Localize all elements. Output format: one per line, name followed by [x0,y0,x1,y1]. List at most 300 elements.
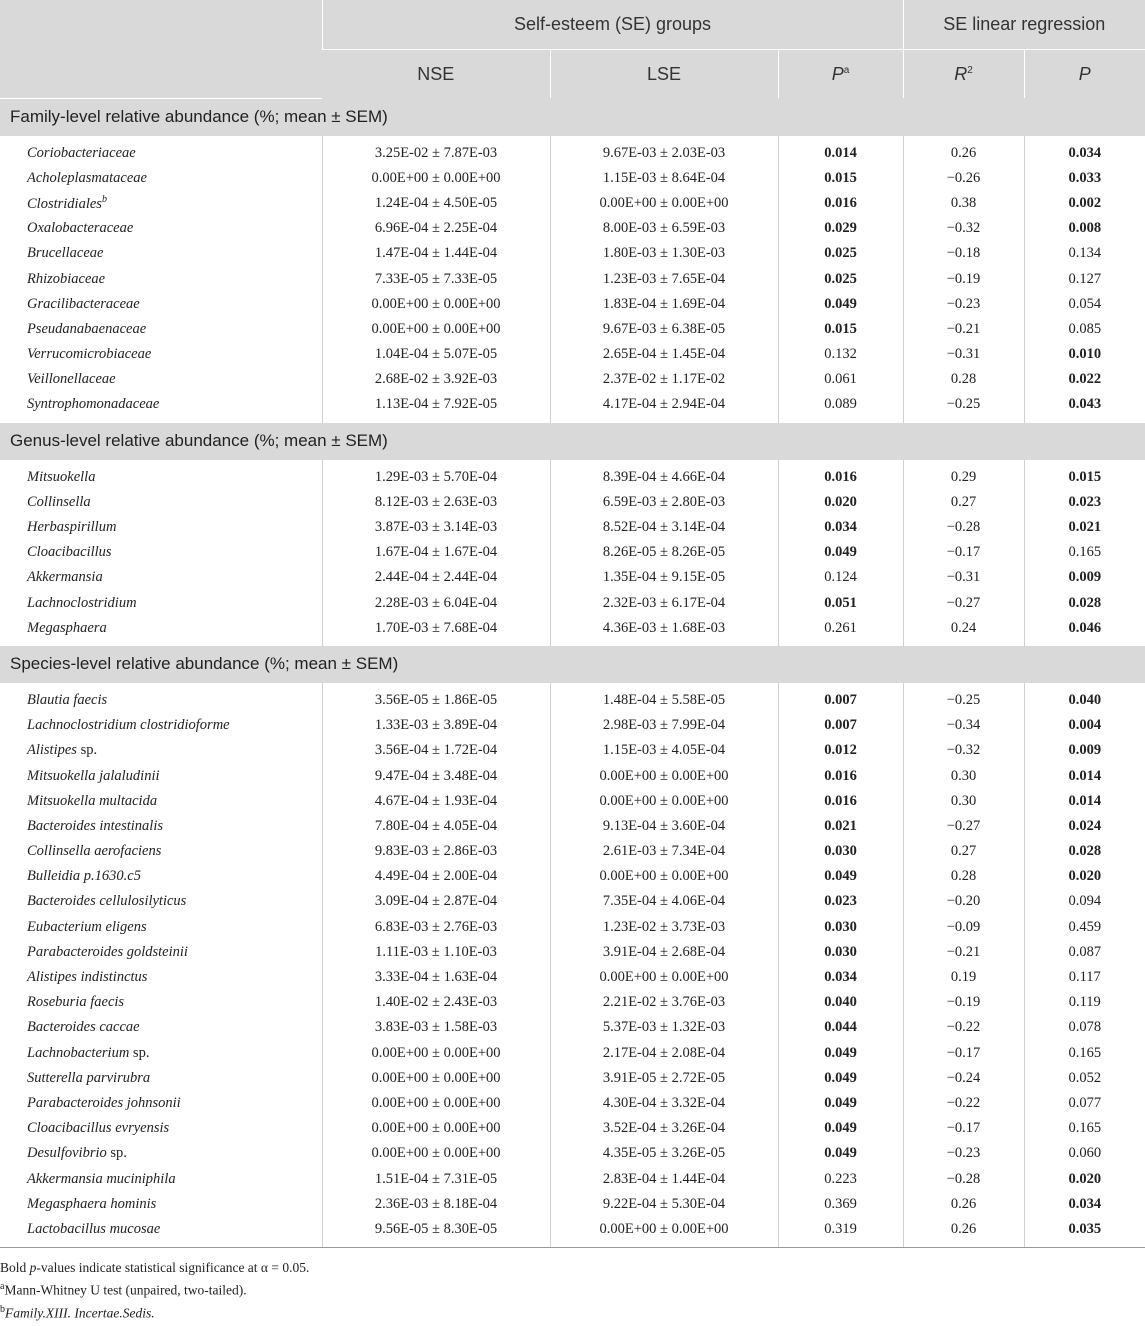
table-row [0,591,1145,616]
p-value-regression: 0.054 [1024,292,1145,317]
taxon-name-text: Blautia faecis [27,691,108,708]
taxon-name-text: Pseudanabaenaceae [27,320,147,337]
table-row [0,889,1145,914]
p-value-regression: 0.040 [1024,688,1145,713]
r2-value: −0.22 [903,1015,1024,1040]
p-value-groups: 0.016 [778,465,903,490]
r2-value: −0.17 [903,1116,1024,1141]
taxon-name-text: Alistipes indistinctus [27,969,148,986]
p-value-groups: 0.016 [778,789,903,814]
lse-value: 2.37E-02 ± 1.17E-02 [550,367,778,392]
taxon-name [0,864,322,889]
p-value-regression: 0.008 [1024,216,1145,241]
p-value-regression: 0.015 [1024,465,1145,490]
table-row [0,814,1145,839]
r2-value: −0.28 [903,1166,1024,1191]
p-value-groups: 0.015 [778,166,903,191]
taxon-name-text: Rhizobiaceae [27,270,106,287]
nse-value: 1.67E-04 ± 1.67E-04 [322,540,550,565]
taxon-name-text: Verrucomicrobiaceae [27,346,152,363]
taxon-name [0,565,322,590]
taxon-name-text: Lactobacillus mucosae [27,1220,161,1237]
lse-value: 2.98E-03 ± 7.99E-04 [550,713,778,738]
table-row [0,166,1145,191]
table-row [0,864,1145,889]
p-value-groups: 0.061 [778,367,903,392]
taxon-footnote-mark: b [101,194,107,206]
r2-value: −0.26 [903,166,1024,191]
table-row [0,990,1145,1015]
footnote-bold: Bold p-values indicate statistical significance at α = 0.05. [0,1260,310,1275]
p-value-regression: 0.165 [1024,1116,1145,1141]
lse-value: 9.13E-04 ± 3.60E-04 [550,814,778,839]
taxon-name [0,965,322,990]
r2-value: 0.27 [903,839,1024,864]
r2-value: 0.29 [903,465,1024,490]
table-row [0,1091,1145,1116]
taxon-name [0,1166,322,1191]
taxon-name-text: Cloacibacillus evryensis [27,1120,170,1137]
lse-value: 8.39E-04 ± 4.66E-04 [550,465,778,490]
p-value-groups: 0.051 [778,591,903,616]
p-value-regression: 0.127 [1024,266,1145,291]
taxon-name [0,1041,322,1066]
p-value-regression: 0.004 [1024,713,1145,738]
taxon-name-text: Akkermansia muciniphila [27,1170,176,1187]
table-row [0,915,1145,940]
table-row [0,292,1145,317]
lse-value: 4.17E-04 ± 2.94E-04 [550,392,778,417]
lse-value: 2.32E-03 ± 6.17E-04 [550,591,778,616]
taxon-name-text: Parabacteroides johnsonii [27,1094,181,1111]
table-row [0,1015,1145,1040]
r2-value: −0.17 [903,540,1024,565]
nse-value: 1.70E-03 ± 7.68E-04 [322,616,550,641]
r2-value: 0.26 [903,1192,1024,1217]
taxon-name-text: Clostridiales [27,195,102,212]
p-value-groups: 0.089 [778,392,903,417]
section-title: Species-level relative abundance (%; mean ± SEM) [0,646,1145,683]
table-row [0,738,1145,763]
p-value-groups: 0.049 [778,864,903,889]
nse-value: 7.33E-05 ± 7.33E-05 [322,266,550,291]
section-title: Family-level relative abundance (%; mean ± SEM) [0,98,1145,136]
r2-value: 0.26 [903,141,1024,166]
table-row [0,1066,1145,1091]
taxon-name-text: Eubacterium eligens [27,918,147,935]
nse-value: 3.83E-03 ± 1.58E-03 [322,1015,550,1040]
lse-value: 2.65E-04 ± 1.45E-04 [550,342,778,367]
table-row [0,1116,1145,1141]
nse-value: 0.00E+00 ± 0.00E+00 [322,317,550,342]
table-row [0,616,1145,641]
nse-value: 9.56E-05 ± 8.30E-05 [322,1217,550,1242]
table-row [0,713,1145,738]
nse-value: 1.04E-04 ± 5.07E-05 [322,342,550,367]
section-title: Genus-level relative abundance (%; mean ± SEM) [0,423,1145,460]
p-value-regression: 0.010 [1024,342,1145,367]
nse-value: 8.12E-03 ± 2.63E-03 [322,490,550,515]
nse-value: 3.56E-04 ± 1.72E-04 [322,738,550,763]
lse-value: 0.00E+00 ± 0.00E+00 [550,191,778,216]
nse-value: 2.36E-03 ± 8.18E-04 [322,1192,550,1217]
nse-value: 9.83E-03 ± 2.86E-03 [322,839,550,864]
lse-value: 2.83E-04 ± 1.44E-04 [550,1166,778,1191]
r2-value: −0.21 [903,317,1024,342]
footnote-b: $^b$Family.XIII. Incertae.Sedis. [0,1303,155,1320]
p-value-regression: 0.020 [1024,1166,1145,1191]
nse-value: 0.00E+00 ± 0.00E+00 [322,1041,550,1066]
nse-value: 7.80E-04 ± 4.05E-04 [322,814,550,839]
taxon-name [0,292,322,317]
r2-value: −0.17 [903,1041,1024,1066]
r2-value: −0.32 [903,738,1024,763]
p-value-groups: 0.012 [778,738,903,763]
lse-value: 9.67E-03 ± 6.38E-05 [550,317,778,342]
nse-value: 0.00E+00 ± 0.00E+00 [322,292,550,317]
taxon-name [0,166,322,191]
lse-value: 7.35E-04 ± 4.06E-04 [550,889,778,914]
taxon-name-text: Parabacteroides goldsteinii [27,943,188,960]
r2-value: −0.18 [903,241,1024,266]
taxon-name [0,241,322,266]
nse-value: 0.00E+00 ± 0.00E+00 [322,166,550,191]
r2-value: 0.24 [903,616,1024,641]
p-value-groups: 0.132 [778,342,903,367]
section-header-row [0,646,1145,683]
p-value-groups: 0.369 [778,1192,903,1217]
taxon-name [0,990,322,1015]
nse-value: 4.49E-04 ± 2.00E-04 [322,864,550,889]
spacer-cell [903,1242,1024,1248]
lse-value: 6.59E-03 ± 2.80E-03 [550,490,778,515]
table-row [0,540,1145,565]
taxon-name-text: Akkermansia [27,569,103,586]
table-row [0,515,1145,540]
taxon-name-text: Collinsella [27,493,91,510]
taxon-name [0,1217,322,1242]
p-value-groups: 0.261 [778,616,903,641]
p-value-regression: 0.094 [1024,889,1145,914]
taxon-name [0,342,322,367]
p-value-regression: 0.002 [1024,191,1145,216]
taxon-name [0,889,322,914]
r2-value: 0.38 [903,191,1024,216]
taxon-name [0,738,322,763]
lse-value: 8.00E-03 ± 6.59E-03 [550,216,778,241]
lse-value: 1.48E-04 ± 5.58E-05 [550,688,778,713]
taxon-name [0,839,322,864]
spacer-cell [322,1242,550,1248]
lse-value: 1.80E-03 ± 1.30E-03 [550,241,778,266]
p-value-regression: 0.060 [1024,1141,1145,1166]
taxon-name [0,465,322,490]
taxon-name-text: Lachnoclostridium [27,594,137,611]
taxon-name-text: Sutterella parvirubra [27,1069,151,1086]
header-se-regression: SE linear regression [903,0,1145,50]
p-value-groups: 0.034 [778,965,903,990]
p-value-groups: 0.007 [778,713,903,738]
p-value-regression: 0.077 [1024,1091,1145,1116]
p-value-groups: 0.021 [778,814,903,839]
nse-value: 1.40E-02 ± 2.43E-03 [322,990,550,1015]
footnotes [0,1248,1145,1322]
taxon-name-text: Collinsella aerofaciens [27,843,162,860]
lse-value: 4.35E-05 ± 3.26E-05 [550,1141,778,1166]
taxon-name [0,515,322,540]
lse-value: 1.15E-03 ± 8.64E-04 [550,166,778,191]
lse-value: 0.00E+00 ± 0.00E+00 [550,965,778,990]
r2-value: 0.26 [903,1217,1024,1242]
taxon-name [0,915,322,940]
nse-value: 4.67E-04 ± 1.93E-04 [322,789,550,814]
lse-value: 2.21E-02 ± 3.76E-03 [550,990,778,1015]
table-row [0,465,1145,490]
header-r2: $R^2$ [903,50,1024,99]
table-row [0,1141,1145,1166]
taxon-name-text: Roseburia faecis [27,994,125,1011]
p-value-groups: 0.049 [778,292,903,317]
r2-value: −0.25 [903,688,1024,713]
p-value-regression: 0.046 [1024,616,1145,641]
taxon-name-text: Gracilibacteraceae [27,295,140,312]
table-row [0,688,1145,713]
lse-value: 1.15E-03 ± 4.05E-04 [550,738,778,763]
taxon-name-text: Herbaspirillum [27,519,117,536]
taxon-name [0,191,322,216]
taxon-name [0,266,322,291]
table-row [0,317,1145,342]
table-row [0,266,1145,291]
p-value-regression: 0.052 [1024,1066,1145,1091]
nse-value: 1.11E-03 ± 1.10E-03 [322,940,550,965]
p-value-groups: 0.040 [778,990,903,1015]
taxon-name-text: Desulfovibrio [27,1145,107,1162]
nse-value: 3.33E-04 ± 1.63E-04 [322,965,550,990]
p-value-groups: 0.049 [778,1041,903,1066]
p-value-regression: 0.028 [1024,591,1145,616]
p-value-regression: 0.028 [1024,839,1145,864]
taxon-name [0,141,322,166]
p-value-regression: 0.119 [1024,990,1145,1015]
p-value-regression: 0.117 [1024,965,1145,990]
taxon-name-text: Lachnoclostridium clostridioforme [27,717,230,734]
taxon-name-text: Bacteroides caccae [27,1019,140,1036]
taxon-name [0,367,322,392]
taxon-name-text: Bacteroides cellulosilyticus [27,893,187,910]
taxon-name-text: Cloacibacillus [27,544,112,561]
taxon-name-text: Syntrophomonadaceae [27,396,160,413]
r2-value: −0.27 [903,814,1024,839]
taxon-name-text: Megasphaera hominis [27,1195,157,1212]
taxon-name-text: Bacteroides intestinalis [27,817,163,834]
table-row [0,965,1145,990]
header-p-groups: $P^a$ [778,50,903,99]
taxon-name [0,1091,322,1116]
nse-value: 2.68E-02 ± 3.92E-03 [322,367,550,392]
p-value-regression: 0.033 [1024,166,1145,191]
taxon-name [0,490,322,515]
taxon-suffix: sp. [129,1044,150,1061]
taxon-name [0,317,322,342]
spacer-cell [778,1242,903,1248]
taxon-name-text: Mitsuokella jalaludinii [27,767,160,784]
table-row [0,789,1145,814]
table-row [0,940,1145,965]
taxon-name [0,540,322,565]
header-p-regression: P [1024,50,1145,99]
r2-value: −0.34 [903,713,1024,738]
r2-value: −0.23 [903,292,1024,317]
p-value-groups: 0.023 [778,889,903,914]
p-value-regression: 0.021 [1024,515,1145,540]
lse-value: 9.22E-04 ± 5.30E-04 [550,1192,778,1217]
p-value-regression: 0.087 [1024,940,1145,965]
r2-value: −0.31 [903,565,1024,590]
lse-value: 4.36E-03 ± 1.68E-03 [550,616,778,641]
nse-value: 0.00E+00 ± 0.00E+00 [322,1141,550,1166]
p-value-groups: 0.044 [778,1015,903,1040]
taxon-name [0,1066,322,1091]
table-row [0,1217,1145,1242]
table-row [0,342,1145,367]
p-value-groups: 0.015 [778,317,903,342]
header-blank-cell [0,0,322,98]
p-value-groups: 0.029 [778,216,903,241]
p-value-regression: 0.085 [1024,317,1145,342]
taxon-suffix: sp. [106,1145,127,1162]
nse-value: 3.09E-04 ± 2.87E-04 [322,889,550,914]
header-lse: LSE [550,50,778,99]
r2-value: −0.09 [903,915,1024,940]
r2-value: −0.21 [903,940,1024,965]
lse-value: 1.83E-04 ± 1.69E-04 [550,292,778,317]
table-row [0,141,1145,166]
p-value-regression: 0.014 [1024,789,1145,814]
lse-value: 0.00E+00 ± 0.00E+00 [550,789,778,814]
p-value-groups: 0.016 [778,191,903,216]
nse-value: 0.00E+00 ± 0.00E+00 [322,1066,550,1091]
table-row [0,1041,1145,1066]
p-value-regression: 0.034 [1024,1192,1145,1217]
p-value-groups: 0.049 [778,1141,903,1166]
taxon-name-text: Mitsuokella multacida [27,792,158,809]
r2-value: 0.19 [903,965,1024,990]
p-value-groups: 0.049 [778,1091,903,1116]
nse-value: 3.25E-02 ± 7.87E-03 [322,141,550,166]
p-value-regression: 0.035 [1024,1217,1145,1242]
lse-value: 8.26E-05 ± 8.26E-05 [550,540,778,565]
p-value-regression: 0.134 [1024,241,1145,266]
p-value-regression: 0.009 [1024,738,1145,763]
p-value-regression: 0.078 [1024,1015,1145,1040]
r2-value: 0.28 [903,367,1024,392]
p-value-regression: 0.014 [1024,763,1145,788]
spacer-cell [0,1242,322,1248]
p-value-regression: 0.165 [1024,1041,1145,1066]
r2-value: −0.23 [903,1141,1024,1166]
lse-value: 9.67E-03 ± 2.03E-03 [550,141,778,166]
nse-value: 2.28E-03 ± 6.04E-04 [322,591,550,616]
section-header-row [0,423,1145,460]
p-value-groups: 0.049 [778,1066,903,1091]
nse-value: 1.13E-04 ± 7.92E-05 [322,392,550,417]
p-value-regression: 0.165 [1024,540,1145,565]
table-row [0,392,1145,417]
taxon-name [0,688,322,713]
p-value-regression: 0.459 [1024,915,1145,940]
r2-value: 0.28 [903,864,1024,889]
nse-value: 1.51E-04 ± 7.31E-05 [322,1166,550,1191]
p-value-regression: 0.043 [1024,392,1145,417]
nse-value: 1.47E-04 ± 1.44E-04 [322,241,550,266]
taxon-name [0,713,322,738]
table-row [0,763,1145,788]
p-value-regression: 0.020 [1024,864,1145,889]
nse-value: 9.47E-04 ± 3.48E-04 [322,763,550,788]
p-value-groups: 0.016 [778,763,903,788]
p-value-regression: 0.022 [1024,367,1145,392]
table-body [0,98,1145,1248]
footnote-a: $^a$Mann-Whitney U test (unpaired, two-tailed). [0,1281,247,1298]
nse-value: 1.33E-03 ± 3.89E-04 [322,713,550,738]
taxon-name-text: Veillonellaceae [27,371,116,388]
lse-value: 5.37E-03 ± 1.32E-03 [550,1015,778,1040]
p-value-groups: 0.030 [778,940,903,965]
r2-value: 0.27 [903,490,1024,515]
nse-value: 1.24E-04 ± 4.50E-05 [322,191,550,216]
taxon-name [0,789,322,814]
nse-value: 2.44E-04 ± 2.44E-04 [322,565,550,590]
table-header [0,0,1145,98]
lse-value: 1.35E-04 ± 9.15E-05 [550,565,778,590]
p-value-groups: 0.049 [778,540,903,565]
nse-value: 1.29E-03 ± 5.70E-04 [322,465,550,490]
lse-value: 0.00E+00 ± 0.00E+00 [550,763,778,788]
taxon-name [0,1141,322,1166]
taxon-name-text: Brucellaceae [27,245,104,262]
taxon-name [0,1116,322,1141]
p-value-regression: 0.009 [1024,565,1145,590]
table-row [0,1166,1145,1191]
lse-value: 2.61E-03 ± 7.34E-04 [550,839,778,864]
nse-value: 3.56E-05 ± 1.86E-05 [322,688,550,713]
section-header-row [0,98,1145,136]
p-value-groups: 0.030 [778,839,903,864]
spacer-cell [1024,1242,1145,1248]
r2-value: −0.19 [903,266,1024,291]
lse-value: 3.91E-05 ± 2.72E-05 [550,1066,778,1091]
taxon-name [0,591,322,616]
taxon-name [0,814,322,839]
p-value-groups: 0.223 [778,1166,903,1191]
r2-value: 0.30 [903,763,1024,788]
p-value-groups: 0.034 [778,515,903,540]
taxon-suffix: sp. [76,742,98,759]
taxon-name-text: Megasphaera [27,619,107,636]
r2-value: −0.28 [903,515,1024,540]
r2-value: −0.31 [903,342,1024,367]
table-row [0,1192,1145,1217]
header-nse: NSE [322,50,550,99]
p-value-groups: 0.014 [778,141,903,166]
r2-value: −0.22 [903,1091,1024,1116]
lse-value: 0.00E+00 ± 0.00E+00 [550,864,778,889]
p-value-groups: 0.030 [778,915,903,940]
taxon-name-text: Mitsuokella [27,468,96,485]
taxon-name-text: Acholeplasmataceae [27,169,147,186]
table-row [0,490,1145,515]
